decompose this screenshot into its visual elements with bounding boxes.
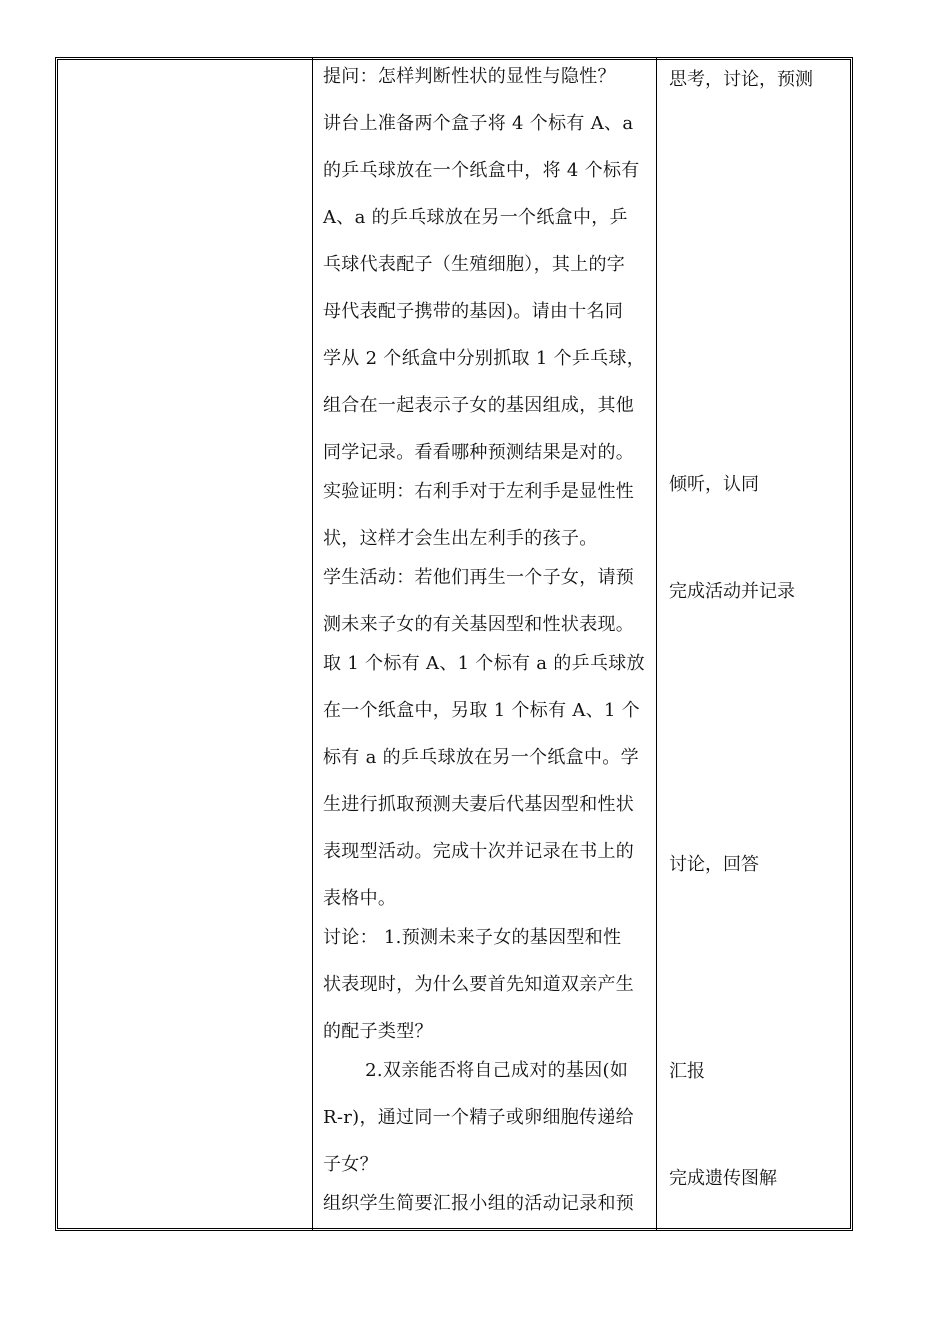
process-line: 标有 a 的乒乓球放在另一个纸盒中。学 [323, 747, 639, 768]
process-line: 在一个纸盒中，另取 1 个标有 A、1 个 [323, 700, 641, 721]
process-line: 表现型活动。完成十次并记录在书上的 [323, 841, 635, 862]
process-line: 的配子类型？ [323, 1021, 433, 1042]
process-line: 母代表配子携带的基因)。请由十名同 [323, 301, 624, 322]
student-activity-report: 汇报 [669, 1061, 705, 1082]
student-activity-listen: 倾听，认同 [669, 474, 759, 495]
process-line: 讨论： 1.预测未来子女的基因型和性 [323, 927, 622, 948]
stage-cell [60, 62, 308, 1226]
process-line: 学生活动：若他们再生一个子女，请预 [323, 567, 635, 588]
process-line: 提问：怎样判断性状的显性与隐性？ [323, 66, 616, 87]
process-line: 组合在一起表示子女的基因组成，其他 [323, 395, 635, 416]
student-activity-discuss: 讨论，回答 [669, 854, 759, 875]
process-line: A、a 的乒乓球放在另一个纸盒中，乒 [323, 207, 628, 228]
process-line: 取 1 个标有 A、1 个标有 a 的乒乓球放 [323, 653, 645, 674]
process-line: 测未来子女的有关基因型和性状表现。 [323, 614, 635, 635]
process-line: 的乒乓球放在一个纸盒中，将 4 个标有 [323, 160, 640, 181]
student-activity-record: 完成活动并记录 [669, 581, 795, 602]
process-line: 2.双亲能否将自己成对的基因(如 [323, 1060, 629, 1081]
process-line: 乓球代表配子（生殖细胞），其上的字 [323, 254, 626, 275]
process-line: 组织学生简要汇报小组的活动记录和预 [323, 1193, 635, 1214]
process-line: 状表现时，为什么要首先知道双亲产生 [323, 974, 635, 995]
process-line: 讲台上准备两个盒子将 4 个标有 A、a [323, 113, 634, 134]
column-divider-right [656, 57, 657, 1231]
process-line: R-r)，通过同一个精子或卵细胞传递给 [323, 1107, 634, 1128]
process-line: 学从 2 个纸盒中分别抓取 1 个乒乓球， [323, 348, 646, 369]
teaching-process-cell [323, 62, 651, 1236]
process-line: 生进行抓取预测夫妻后代基因型和性状 [323, 794, 635, 815]
column-divider-left [312, 57, 313, 1231]
student-activity-diagram: 完成遗传图解 [669, 1168, 777, 1189]
student-activity-think: 思考，讨论，预测 [669, 69, 813, 90]
process-line: 表格中。 [323, 888, 397, 909]
process-line: 同学记录。看看哪种预测结果是对的。 [323, 442, 635, 463]
process-line: 子女？ [323, 1154, 378, 1175]
process-line: 状，这样才会生出左利手的孩子。 [323, 528, 598, 549]
process-line: 实验证明：右利手对于左利手是显性性 [323, 481, 635, 502]
